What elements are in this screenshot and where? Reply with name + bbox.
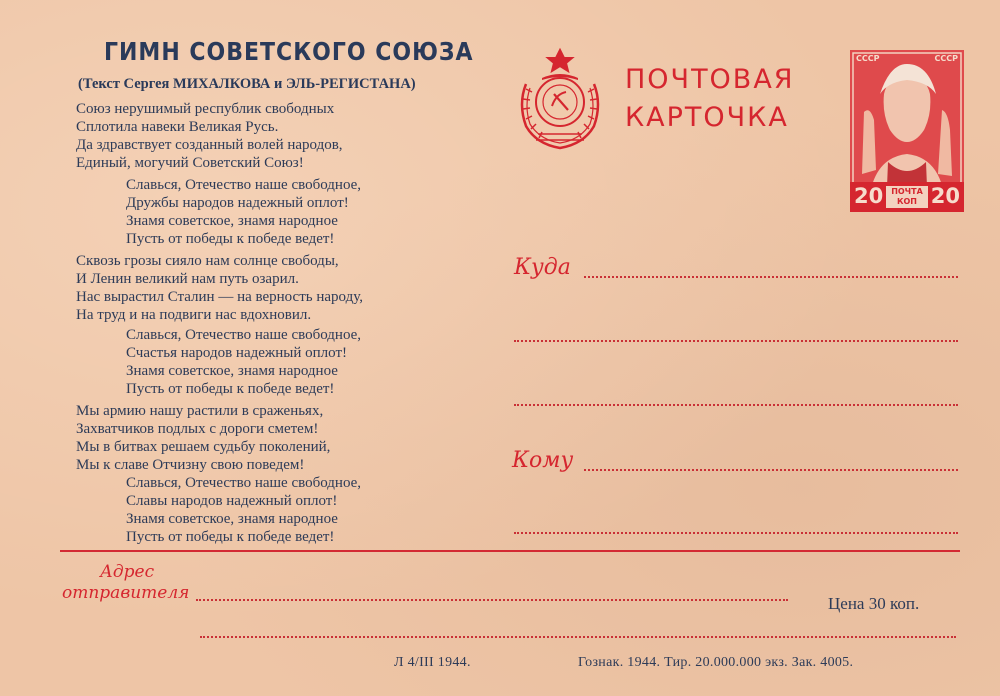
sender-address-line-2[interactable] (200, 636, 956, 638)
address-to-line[interactable] (584, 276, 958, 278)
print-code: Л 4/III 1944. (394, 655, 471, 670)
chorus-line: Счастья народов надежный оплот! (126, 345, 348, 361)
chorus-line: Славься, Отечество наше свободное, (126, 327, 362, 343)
verse-line: Мы к славе Отчизну свою поведем! (76, 457, 305, 473)
stamp-value-left: 20 (854, 184, 884, 208)
chorus-line: Знамя советское, знамя народное (126, 213, 338, 229)
verse-line: Нас вырастил Сталин — на верность народу, (76, 289, 363, 305)
chorus-line: Знамя советское, знамя народное (126, 511, 338, 527)
stamp-country-right: СССР (934, 54, 958, 63)
chorus-line: Пусть от победы к победе ведет! (126, 381, 335, 397)
stamp-country-left: СССР (856, 54, 880, 63)
stamp-center-top: ПОЧТА (891, 187, 923, 196)
postage-stamp (850, 50, 964, 212)
verse-line: Сплотила навеки Великая Русь. (76, 119, 279, 135)
verse-line: Союз нерушимый республик свободных (76, 101, 335, 117)
chorus-line: Пусть от победы к победе ведет! (126, 231, 335, 247)
chorus-line: Славься, Отечество наше свободное, (126, 475, 362, 491)
anthem-verse-3 (76, 402, 330, 474)
card-title-line2: КАРТОЧКА (625, 102, 789, 133)
divider-line (60, 550, 960, 552)
chorus-line: Пусть от победы к победе ведет! (126, 529, 335, 545)
stamp-center-bottom: КОП (896, 197, 918, 206)
address-whom-line-2[interactable] (514, 532, 958, 534)
address-whom-line[interactable] (584, 469, 958, 471)
state-emblem-icon (512, 44, 608, 156)
address-to-label: Куда (514, 255, 571, 280)
anthem-chorus-3 (126, 474, 361, 546)
price-label: Цена 30 коп. (828, 594, 920, 613)
verse-line: Сквозь грозы сияло нам солнце свободы, (76, 253, 339, 269)
verse-line: Единый, могучий Советский Союз! (76, 155, 304, 171)
sender-address-line[interactable] (196, 599, 788, 601)
sender-label-line2: отправителя (62, 583, 190, 603)
anthem-chorus-2 (126, 326, 361, 398)
anthem-credit: (Текст Сергея МИХАЛКОВА и ЭЛЬ-РЕГИСТАНА) (78, 76, 416, 92)
chorus-line: Знамя советское, знамя народное (126, 363, 338, 379)
chorus-line: Дружбы народов надежный оплот! (126, 195, 349, 211)
verse-line: Захватчиков подлых с дороги сметем! (76, 421, 319, 437)
chorus-line: Славься, Отечество наше свободное, (126, 177, 362, 193)
address-line-2[interactable] (514, 340, 958, 342)
card-title-line1: ПОЧТОВАЯ (625, 64, 795, 95)
verse-line: На труд и на подвиги нас вдохновил. (76, 307, 312, 323)
anthem-verse-1 (76, 100, 343, 172)
verse-line: Мы армию нашу растили в сраженьях, (76, 403, 324, 419)
anthem-chorus-1 (126, 176, 361, 248)
sender-label-line1: Адрес (100, 562, 155, 582)
address-line-3[interactable] (514, 404, 958, 406)
stamp-value-right: 20 (930, 184, 960, 208)
chorus-line: Славы народов надежный оплот! (126, 493, 338, 509)
verse-line: Мы в битвах решаем судьбу поколений, (76, 439, 331, 455)
anthem-title: ГИМН СОВЕТСКОГО СОЮЗА (104, 38, 474, 67)
anthem-verse-2 (76, 252, 363, 324)
verse-line: И Ленин великий нам путь озарил. (76, 271, 299, 287)
verse-line: Да здравствует созданный волей народов, (76, 137, 343, 153)
address-whom-label: Кому (512, 448, 574, 473)
print-imprint: Гознак. 1944. Тир. 20.000.000 экз. Зак. 4005. (578, 655, 854, 670)
